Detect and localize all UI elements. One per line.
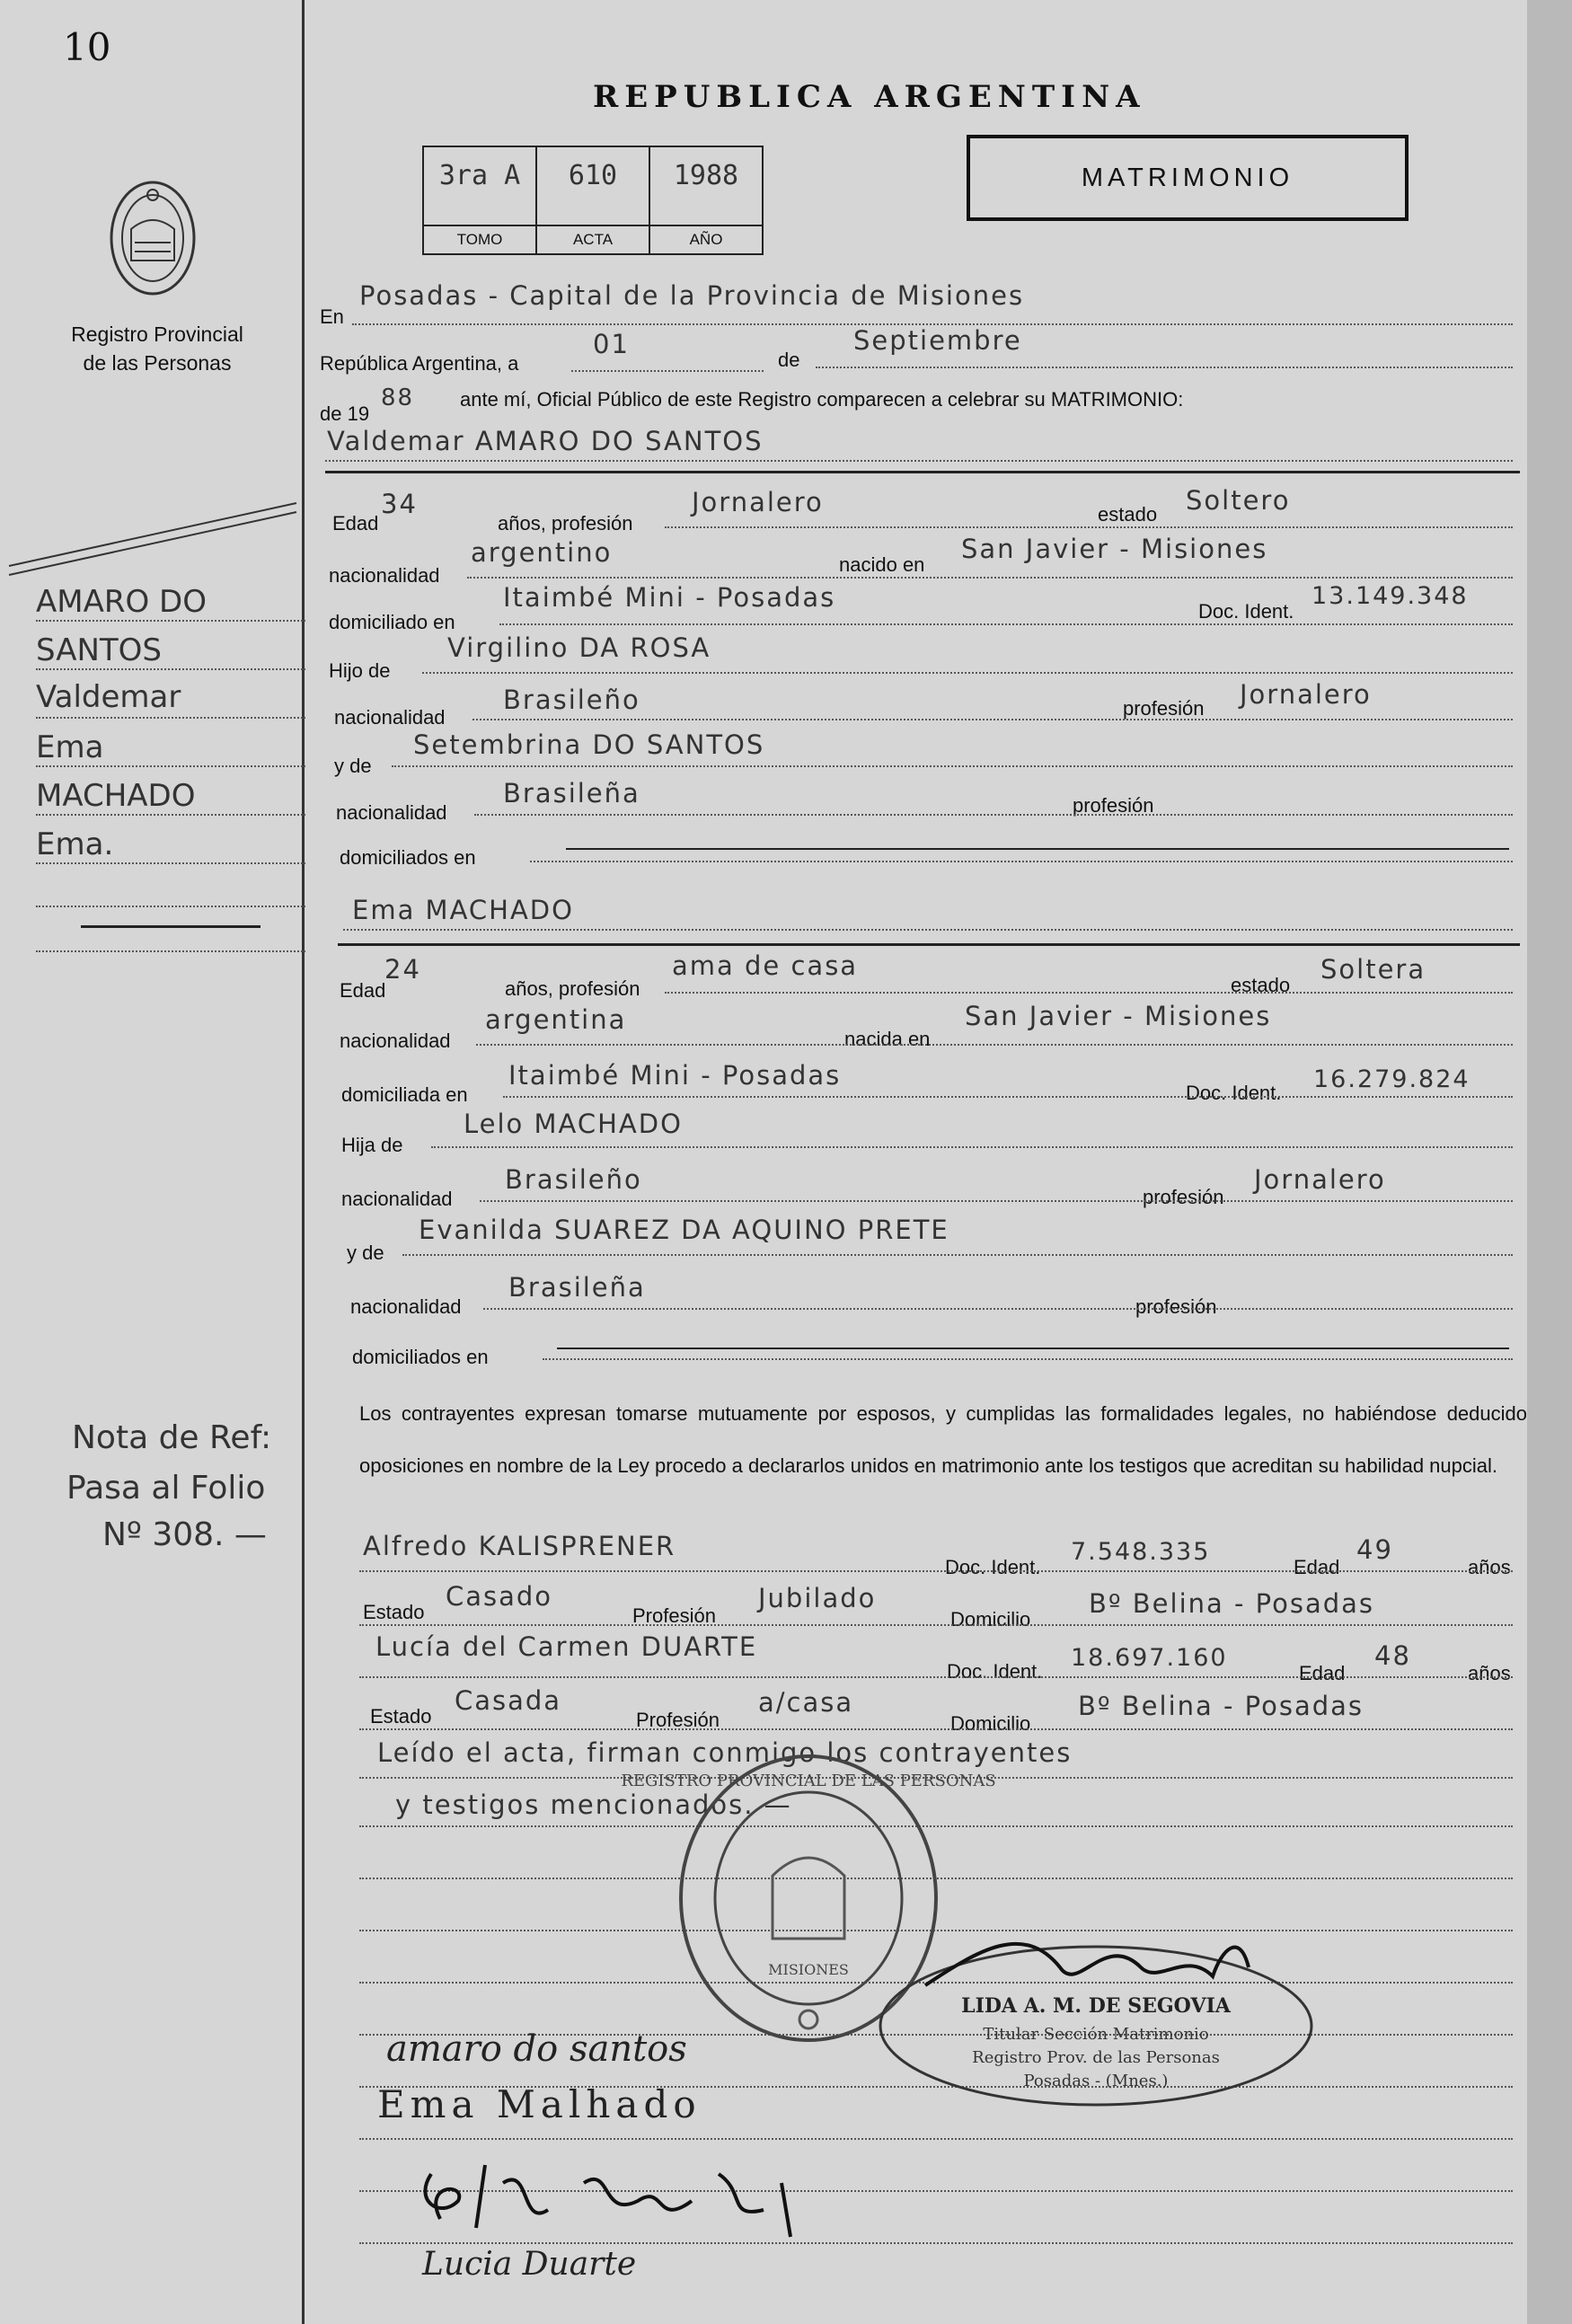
line [665, 526, 1513, 528]
label-profesion-w: Profesión [636, 1709, 720, 1731]
line [480, 1200, 1513, 1202]
bride-profesion: ama de casa [672, 950, 859, 981]
bride-edad: 24 [384, 954, 421, 985]
line [422, 672, 1513, 674]
line [359, 1676, 1513, 1678]
month-value: Septiembre [853, 325, 1022, 356]
signature-groom: amaro do santos [386, 2028, 687, 2070]
witness1-edad: 49 [1356, 1534, 1393, 1565]
signature-bride: Ema Malhado [377, 2082, 702, 2126]
label-doc-ident: Doc. Ident. [1186, 1082, 1282, 1104]
declaration-text: Los contrayentes expresan tomarse mutuamente por esposos, y cumplidas las formalidades legales, no habiéndose deducido oposiciones en nombre de la Ley procedo a declararlos unidos en matrimonio ante los testigos que acreditan su habilidad nupcial. [359, 1402, 1527, 1477]
line [571, 370, 764, 372]
closing-line-2: y testigos mencionados. — [395, 1789, 792, 1820]
groom-padre: Virgilino DA ROSA [447, 632, 711, 663]
official-stamp [871, 1913, 1320, 2111]
line [499, 623, 1513, 625]
label-nacionalidad: nacionalidad [334, 706, 446, 729]
line [474, 814, 1513, 816]
line [483, 1308, 1513, 1310]
closing-line-1: Leído el acta, firman conmigo los contrayentes [377, 1737, 1073, 1768]
label-profesion: profesión [1143, 1186, 1224, 1208]
label-profesion: profesión [1123, 697, 1205, 720]
label-nacionalidad: nacionalidad [350, 1295, 462, 1318]
groom-nacionalidad: argentino [471, 537, 613, 568]
day-value: 01 [593, 329, 630, 359]
coat-of-arms-seal [99, 175, 207, 301]
label-doc-ident: Doc. Ident. [1198, 600, 1294, 623]
bride-madre: Evanilda SUAREZ DA AQUINO PRETE [419, 1215, 949, 1245]
label-domicilio: Domicilio [950, 1712, 1031, 1735]
acta-label: ACTA [537, 225, 649, 253]
groom-madre-nac: Brasileña [503, 778, 640, 809]
line [665, 992, 1513, 994]
line [402, 1254, 1513, 1256]
line [557, 1348, 1509, 1349]
witness2-estado: Casada [455, 1685, 562, 1716]
official-title: Titular Sección Matrimonio [983, 2025, 1209, 2044]
label-domiciliada-en: domiciliada en [341, 1083, 468, 1106]
line [359, 2138, 1513, 2140]
label-doc-ident: Doc. Ident. [947, 1660, 1043, 1683]
groom-madre: Setembrina DO SANTOS [413, 729, 765, 760]
witness1-estado: Casado [446, 1581, 553, 1612]
label-domiciliados-en: domiciliados en [340, 846, 476, 869]
label-edad-w: Edad [1294, 1556, 1340, 1578]
margin-given-3: Ema. [36, 826, 114, 862]
witness2-edad: 48 [1374, 1640, 1411, 1671]
label-nacionalidad: nacionalidad [341, 1188, 453, 1210]
bride-estado: Soltera [1320, 954, 1426, 985]
registry-line-2: de las Personas [83, 351, 232, 375]
line [431, 1146, 1513, 1148]
groom-domicilio: Itaimbé Mini - Posadas [503, 582, 836, 613]
line [816, 367, 1513, 368]
label-anios: años [1468, 1556, 1511, 1578]
tomo-label: TOMO [424, 225, 535, 253]
witness1-domicilio: Bº Belina - Posadas [1089, 1588, 1375, 1619]
margin-given-2: Ema [36, 729, 104, 765]
margin-rule [302, 0, 305, 2324]
line [566, 848, 1509, 850]
groom-padre-prof: Jornalero [1240, 679, 1372, 710]
label-ante-mi: ante mí, Oficial Público de este Registro comparecen a celebrar su MATRIMONIO: [460, 388, 1184, 411]
label-nacionalidad: nacionalidad [329, 564, 440, 587]
label-edad: Edad [340, 979, 386, 1002]
line [36, 814, 305, 816]
section-rule [338, 943, 1520, 946]
signature-witness-1 [404, 2147, 817, 2246]
witness1-name: Alfredo KALISPRENER [363, 1531, 676, 1561]
line [36, 620, 305, 622]
anio-cell [650, 147, 762, 253]
signature-witness-2: Lucia Duarte [422, 2246, 637, 2283]
bride-nacida-en: San Javier - Misiones [965, 1001, 1272, 1031]
official-registry: Registro Prov. de las Personas [972, 2048, 1220, 2067]
document-type-box: MATRIMONIO [967, 135, 1409, 221]
label-de: de [778, 349, 800, 371]
line [359, 1728, 1513, 1730]
line [36, 668, 305, 670]
margin-surname-3: MACHADO [36, 778, 196, 814]
year-value: 88 [381, 384, 415, 411]
label-edad-w: Edad [1299, 1662, 1346, 1684]
groom-profesion: Jornalero [692, 487, 824, 517]
line [36, 906, 305, 907]
margin-rule-short [81, 925, 261, 928]
groom-doc: 13.149.348 [1311, 582, 1469, 610]
official-name: LIDA A. M. DE SEGOVIA [961, 1994, 1231, 2018]
label-nacionalidad: nacionalidad [340, 1029, 451, 1052]
label-edad: Edad [332, 512, 379, 535]
section-rule [325, 471, 1520, 473]
tomo-value: 3ra A [438, 160, 521, 191]
groom-edad: 34 [381, 489, 418, 519]
country-title: REPUBLICA ARGENTINA [593, 79, 1146, 115]
label-doc-ident: Doc. Ident. [945, 1556, 1041, 1578]
line [543, 1358, 1513, 1360]
bride-name: Ema MACHADO [352, 895, 574, 925]
bride-domicilio: Itaimbé Mini - Posadas [508, 1060, 842, 1091]
line [472, 719, 1513, 720]
line [343, 929, 1513, 931]
groom-padre-nac: Brasileño [503, 685, 640, 715]
registry-name [36, 320, 278, 377]
label-domiciliado-en: domiciliado en [329, 611, 455, 633]
line [467, 577, 1513, 579]
witness1-doc: 7.548.335 [1071, 1538, 1211, 1566]
bride-padre-prof: Jornalero [1254, 1164, 1386, 1195]
margin-given-1: Valdemar [36, 679, 181, 715]
anio-label: AÑO [650, 225, 762, 253]
witness1-profesion: Jubilado [758, 1583, 877, 1613]
witness2-name: Lucía del Carmen DUARTE [375, 1631, 758, 1662]
acta-cell [537, 147, 650, 253]
label-profesion: profesión [1073, 794, 1154, 817]
label-estado-w: Estado [363, 1601, 425, 1623]
margin-note-2: Pasa al Folio [66, 1470, 266, 1507]
witness2-profesion: a/casa [758, 1687, 854, 1718]
line [36, 717, 305, 719]
margin-note-3: Nº 308. — [102, 1516, 267, 1553]
seal-misiones-text: MISIONES [768, 1961, 849, 1978]
place-value: Posadas - Capital de la Provincia de Misiones [359, 280, 1025, 311]
margin-surname-1: AMARO DO [36, 584, 207, 620]
label-domicilio: Domicilio [950, 1608, 1031, 1630]
record-number-box [422, 146, 764, 255]
line [359, 1624, 1513, 1626]
label-y-de: y de [347, 1242, 384, 1264]
margin-surname-2: SANTOS [36, 632, 163, 668]
acta-value: 610 [568, 160, 618, 191]
label-de-19: de 19 [320, 402, 370, 425]
label-profesion-w: Profesión [632, 1604, 716, 1627]
label-republica: República Argentina, a [320, 352, 519, 375]
label-anios-profesion: años, profesión [498, 512, 633, 535]
registry-line-1: Registro Provincial [71, 323, 243, 346]
bride-padre: Lelo MACHADO [464, 1109, 683, 1139]
label-estado: estado [1231, 974, 1291, 996]
line [359, 1570, 1513, 1572]
groom-estado: Soltero [1186, 485, 1291, 516]
margin-note-1: Nota de Ref: [72, 1419, 272, 1456]
bride-padre-nac: Brasileño [505, 1164, 642, 1195]
label-en: En [320, 305, 344, 328]
line [476, 1044, 1513, 1046]
label-hijo-de: Hijo de [329, 659, 391, 682]
page-edge [1527, 0, 1572, 2324]
bride-madre-nac: Brasileña [508, 1272, 646, 1303]
label-profesion: profesión [1135, 1295, 1217, 1318]
bride-doc: 16.279.824 [1313, 1065, 1470, 1093]
line [325, 460, 1513, 462]
bride-nacionalidad: argentina [485, 1004, 627, 1035]
label-estado: estado [1098, 503, 1158, 526]
line [36, 765, 305, 767]
line [36, 950, 305, 952]
label-domiciliados-en: domiciliados en [352, 1346, 489, 1368]
line [392, 765, 1513, 767]
groom-name: Valdemar AMARO DO SANTOS [327, 426, 764, 456]
seal-ring-text: REGISTRO PROVINCIAL DE LAS PERSONAS [621, 1772, 996, 1790]
line [530, 861, 1513, 862]
margin-slash-lines [9, 485, 305, 584]
line [36, 862, 305, 864]
tomo-cell [424, 147, 537, 253]
line [503, 1096, 1513, 1098]
label-nacida-en: nacida en [844, 1028, 931, 1050]
label-nacionalidad: nacionalidad [336, 801, 447, 824]
label-y-de: y de [334, 755, 372, 777]
label-hija-de: Hija de [341, 1134, 403, 1156]
anio-value: 1988 [673, 160, 739, 191]
label-anios-profesion: años, profesión [505, 977, 640, 1000]
official-location: Posadas - (Mnes.) [1023, 2072, 1169, 2090]
label-nacido-en: nacido en [839, 553, 925, 576]
witness2-domicilio: Bº Belina - Posadas [1078, 1691, 1364, 1721]
witness2-doc: 18.697.160 [1071, 1644, 1228, 1672]
groom-nacido-en: San Javier - Misiones [961, 534, 1268, 564]
label-estado-w: Estado [370, 1705, 432, 1728]
label-anios: años [1468, 1662, 1511, 1684]
page-number: 10 [63, 25, 111, 69]
